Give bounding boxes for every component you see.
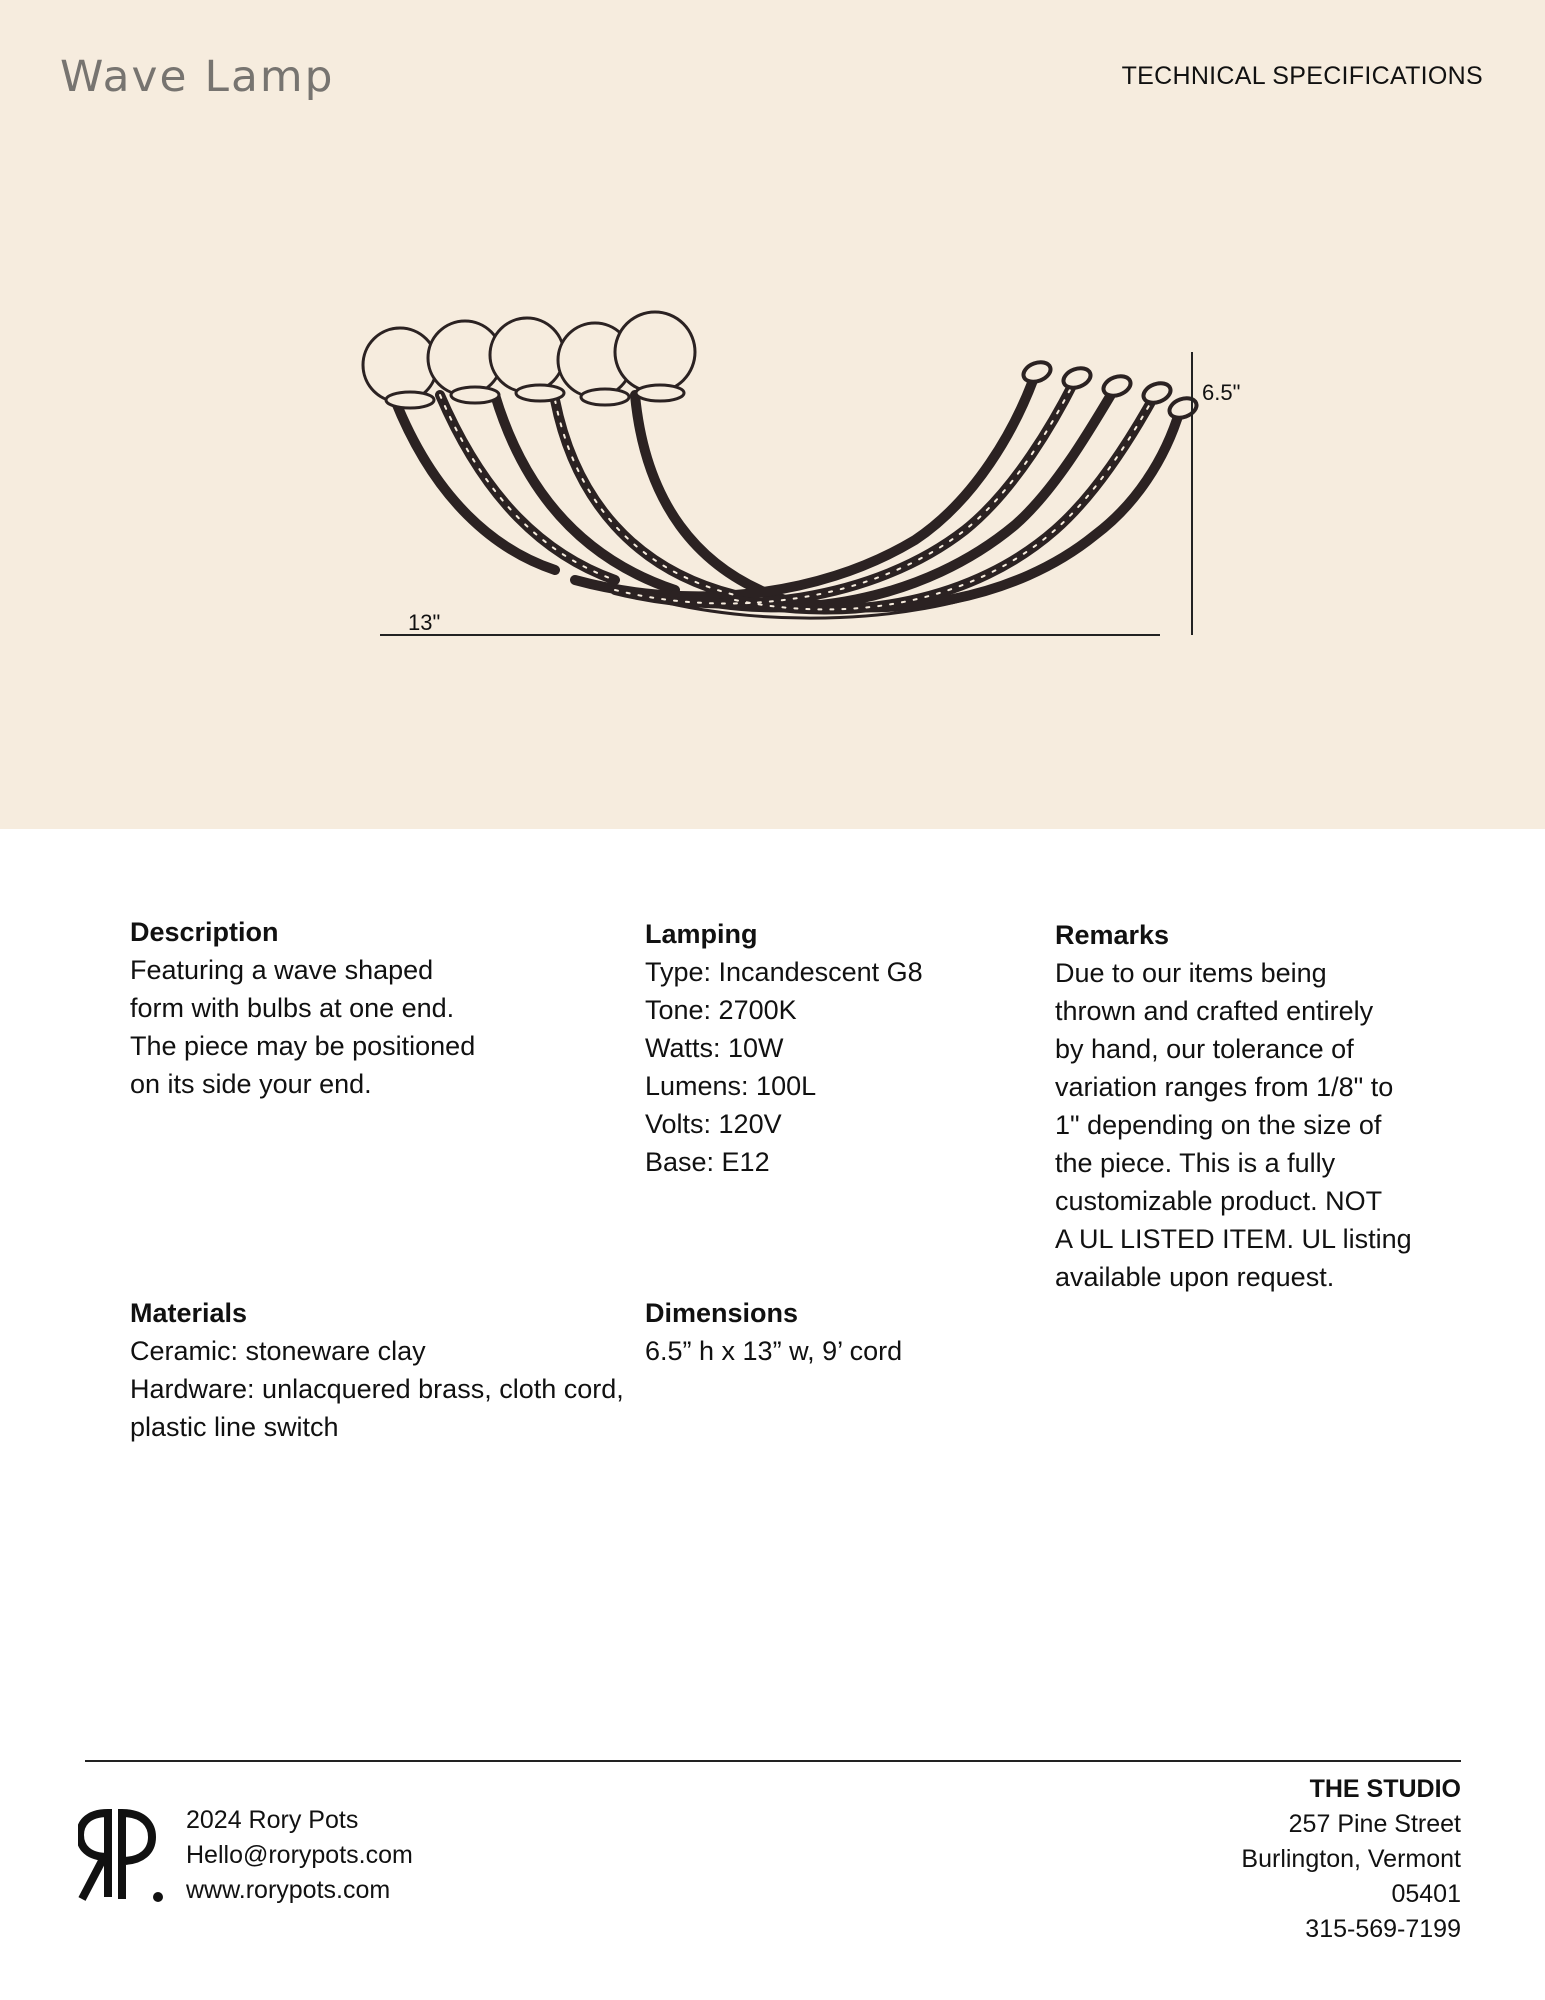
materials-line: Ceramic: stoneware clay bbox=[130, 1336, 426, 1366]
dimensions-heading: Dimensions bbox=[645, 1298, 799, 1328]
remarks-text bbox=[1055, 954, 1455, 1296]
remarks-section bbox=[1055, 916, 1455, 1296]
dimensions-line: 6.5” h x 13” w, 9’ cord bbox=[645, 1336, 903, 1366]
remarks-line: variation ranges from 1/8" to bbox=[1055, 1072, 1394, 1102]
description-line: on its side your end. bbox=[130, 1069, 372, 1099]
product-title: Wave Lamp bbox=[60, 52, 335, 102]
materials-line: Hardware: unlacquered brass, cloth cord, bbox=[130, 1374, 624, 1404]
studio-address bbox=[1241, 1772, 1461, 1947]
materials-line: plastic line switch bbox=[130, 1412, 339, 1442]
studio-street: 257 Pine Street bbox=[1288, 1810, 1461, 1838]
rp-logo-icon bbox=[78, 1805, 166, 1905]
lamping-volts: Volts: 120V bbox=[645, 1109, 782, 1139]
lamping-type: Type: Incandescent G8 bbox=[645, 957, 923, 987]
description-heading: Description bbox=[130, 917, 279, 947]
remarks-line: Due to our items being bbox=[1055, 958, 1327, 988]
description-text bbox=[130, 951, 590, 1103]
remarks-line: by hand, our tolerance of bbox=[1055, 1034, 1354, 1064]
height-dimension-line bbox=[1191, 352, 1193, 635]
remarks-heading: Remarks bbox=[1055, 920, 1170, 950]
lamping-section bbox=[645, 915, 1025, 1181]
spec-heading: TECHNICAL SPECIFICATIONS bbox=[1121, 62, 1483, 90]
materials-text bbox=[130, 1332, 650, 1446]
height-dimension-label: 6.5" bbox=[1202, 380, 1241, 405]
materials-section bbox=[130, 1294, 650, 1446]
email-link[interactable]: Hello@rorypots.com bbox=[186, 1841, 413, 1869]
remarks-line: customizable product. NOT bbox=[1055, 1186, 1383, 1216]
description-line: form with bulbs at one end. bbox=[130, 993, 455, 1023]
remarks-line: the piece. This is a fully bbox=[1055, 1148, 1336, 1178]
dimensions-section bbox=[645, 1294, 1045, 1370]
dimensions-text bbox=[645, 1332, 1045, 1370]
contact-info bbox=[186, 1803, 413, 1908]
remarks-line: 1" depending on the size of bbox=[1055, 1110, 1382, 1140]
description-section bbox=[130, 913, 590, 1103]
remarks-line: available upon request. bbox=[1055, 1262, 1335, 1292]
lamping-list bbox=[645, 953, 1025, 1181]
width-dimension-line bbox=[380, 634, 1160, 636]
lamping-base: Base: E12 bbox=[645, 1147, 770, 1177]
hero-panel bbox=[0, 0, 1545, 829]
wave-lamp-drawing bbox=[355, 300, 1255, 645]
studio-zip: 05401 bbox=[1391, 1880, 1461, 1908]
copyright-text: 2024 Rory Pots bbox=[186, 1806, 359, 1834]
studio-city: Burlington, Vermont bbox=[1241, 1845, 1461, 1873]
studio-phone: 315-569-7199 bbox=[1305, 1915, 1461, 1943]
lamping-tone: Tone: 2700K bbox=[645, 995, 797, 1025]
description-line: The piece may be positioned bbox=[130, 1031, 476, 1061]
website-link[interactable]: www.rorypots.com bbox=[186, 1876, 391, 1904]
lamping-heading: Lamping bbox=[645, 919, 758, 949]
studio-name: THE STUDIO bbox=[1309, 1775, 1461, 1803]
rib-ends bbox=[1021, 359, 1199, 421]
remarks-line: thrown and crafted entirely bbox=[1055, 996, 1374, 1026]
lamping-watts: Watts: 10W bbox=[645, 1033, 784, 1063]
materials-heading: Materials bbox=[130, 1298, 248, 1328]
width-dimension-label: 13" bbox=[408, 610, 441, 635]
footer-divider bbox=[85, 1760, 1461, 1762]
remarks-line: A UL LISTED ITEM. UL listing bbox=[1055, 1224, 1412, 1254]
wave-ribs bbox=[395, 375, 1180, 609]
description-line: Featuring a wave shaped bbox=[130, 955, 434, 985]
lamping-lumens: Lumens: 100L bbox=[645, 1071, 817, 1101]
